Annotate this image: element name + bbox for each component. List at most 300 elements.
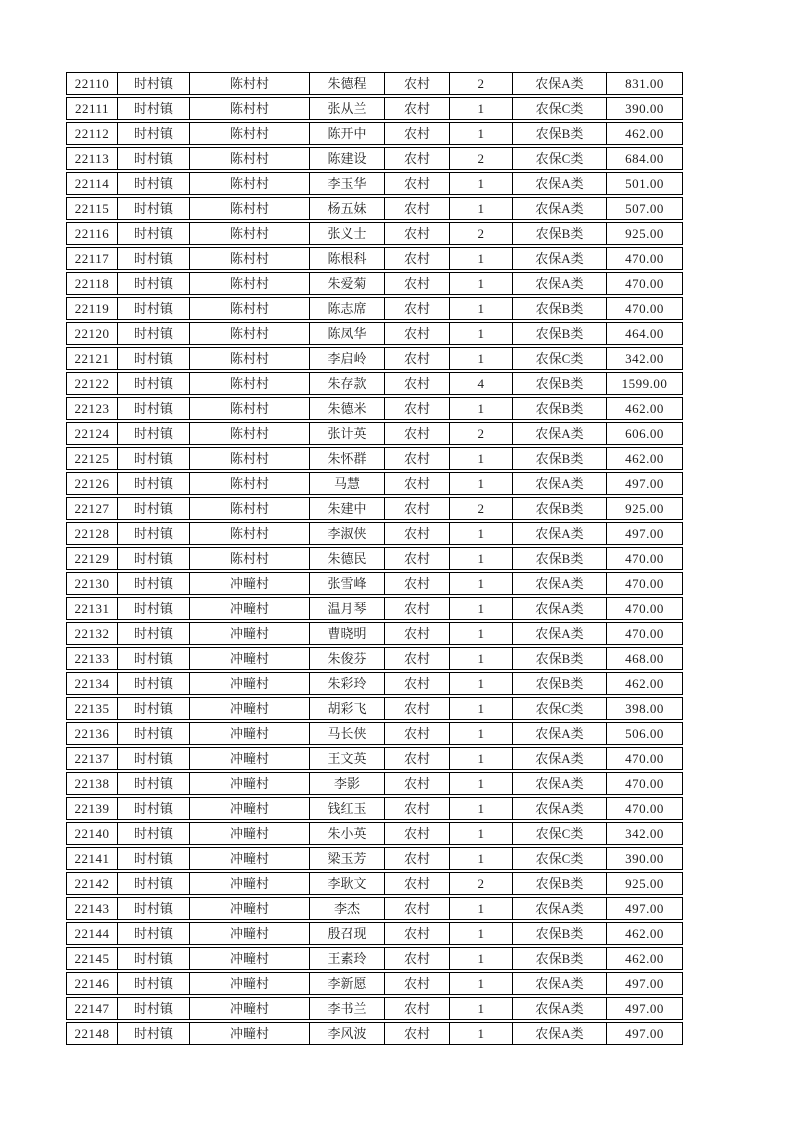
cell-village: 陈村村 [190, 197, 310, 220]
cell-type: 农村 [385, 422, 450, 445]
cell-count: 1 [450, 447, 513, 470]
cell-count: 2 [450, 147, 513, 170]
cell-village: 冲疃村 [190, 897, 310, 920]
cell-village: 陈村村 [190, 147, 310, 170]
cell-town: 时村镇 [118, 697, 190, 720]
cell-amount: 342.00 [607, 822, 683, 845]
cell-type: 农村 [385, 447, 450, 470]
cell-category: 农保C类 [513, 697, 607, 720]
cell-amount: 497.00 [607, 972, 683, 995]
cell-count: 1 [450, 347, 513, 370]
cell-town: 时村镇 [118, 747, 190, 770]
cell-name: 李启岭 [310, 347, 385, 370]
cell-count: 1 [450, 572, 513, 595]
cell-count: 1 [450, 847, 513, 870]
table-row [66, 722, 683, 745]
cell-count: 1 [450, 122, 513, 145]
table-row [66, 272, 683, 295]
cell-name: 温月琴 [310, 597, 385, 620]
cell-town: 时村镇 [118, 972, 190, 995]
cell-town: 时村镇 [118, 1022, 190, 1045]
cell-name: 陈志席 [310, 297, 385, 320]
cell-count: 2 [450, 872, 513, 895]
cell-town: 时村镇 [118, 847, 190, 870]
cell-id: 22137 [66, 747, 118, 770]
cell-amount: 497.00 [607, 1022, 683, 1045]
table-row [66, 322, 683, 345]
cell-amount: 470.00 [607, 247, 683, 270]
table-row [66, 747, 683, 770]
cell-id: 22128 [66, 522, 118, 545]
cell-count: 2 [450, 497, 513, 520]
cell-village: 陈村村 [190, 497, 310, 520]
table-row [66, 997, 683, 1020]
table-row [66, 622, 683, 645]
cell-town: 时村镇 [118, 922, 190, 945]
cell-amount: 497.00 [607, 897, 683, 920]
table-row [66, 97, 683, 120]
cell-name: 张义士 [310, 222, 385, 245]
cell-amount: 398.00 [607, 697, 683, 720]
cell-type: 农村 [385, 397, 450, 420]
cell-count: 2 [450, 222, 513, 245]
cell-category: 农保A类 [513, 772, 607, 795]
cell-town: 时村镇 [118, 447, 190, 470]
cell-amount: 684.00 [607, 147, 683, 170]
cell-town: 时村镇 [118, 122, 190, 145]
table-row [66, 397, 683, 420]
cell-name: 梁玉芳 [310, 847, 385, 870]
table-row [66, 697, 683, 720]
cell-town: 时村镇 [118, 797, 190, 820]
cell-village: 陈村村 [190, 272, 310, 295]
cell-type: 农村 [385, 172, 450, 195]
cell-category: 农保A类 [513, 572, 607, 595]
cell-village: 冲疃村 [190, 1022, 310, 1045]
cell-category: 农保B类 [513, 297, 607, 320]
cell-id: 22120 [66, 322, 118, 345]
cell-village: 冲疃村 [190, 822, 310, 845]
cell-name: 朱建中 [310, 497, 385, 520]
cell-name: 陈根科 [310, 247, 385, 270]
cell-amount: 462.00 [607, 947, 683, 970]
cell-town: 时村镇 [118, 72, 190, 95]
cell-type: 农村 [385, 347, 450, 370]
cell-type: 农村 [385, 722, 450, 745]
cell-name: 王文英 [310, 747, 385, 770]
cell-id: 22119 [66, 297, 118, 320]
cell-id: 22111 [66, 97, 118, 120]
cell-village: 冲疃村 [190, 697, 310, 720]
cell-category: 农保B类 [513, 547, 607, 570]
cell-name: 朱存款 [310, 372, 385, 395]
cell-type: 农村 [385, 672, 450, 695]
cell-id: 22146 [66, 972, 118, 995]
cell-village: 陈村村 [190, 222, 310, 245]
cell-type: 农村 [385, 497, 450, 520]
cell-amount: 831.00 [607, 72, 683, 95]
cell-amount: 468.00 [607, 647, 683, 670]
table-row [66, 797, 683, 820]
cell-town: 时村镇 [118, 147, 190, 170]
cell-amount: 462.00 [607, 122, 683, 145]
cell-count: 1 [450, 947, 513, 970]
cell-name: 陈开中 [310, 122, 385, 145]
cell-name: 朱德民 [310, 547, 385, 570]
cell-amount: 470.00 [607, 272, 683, 295]
cell-category: 农保B类 [513, 222, 607, 245]
cell-town: 时村镇 [118, 497, 190, 520]
cell-town: 时村镇 [118, 297, 190, 320]
cell-amount: 462.00 [607, 447, 683, 470]
cell-id: 22118 [66, 272, 118, 295]
cell-id: 22124 [66, 422, 118, 445]
cell-category: 农保C类 [513, 347, 607, 370]
table-row [66, 72, 683, 95]
cell-category: 农保B类 [513, 947, 607, 970]
cell-id: 22144 [66, 922, 118, 945]
cell-name: 李风波 [310, 1022, 385, 1045]
cell-name: 朱德米 [310, 397, 385, 420]
table-row [66, 147, 683, 170]
cell-id: 22145 [66, 947, 118, 970]
cell-id: 22142 [66, 872, 118, 895]
table-row [66, 497, 683, 520]
cell-village: 陈村村 [190, 422, 310, 445]
cell-amount: 462.00 [607, 922, 683, 945]
cell-amount: 497.00 [607, 522, 683, 545]
cell-type: 农村 [385, 297, 450, 320]
cell-category: 农保A类 [513, 422, 607, 445]
cell-type: 农村 [385, 272, 450, 295]
cell-category: 农保B类 [513, 872, 607, 895]
cell-name: 张雪峰 [310, 572, 385, 595]
cell-id: 22115 [66, 197, 118, 220]
cell-village: 冲疃村 [190, 997, 310, 1020]
table-row [66, 897, 683, 920]
cell-name: 朱俊芬 [310, 647, 385, 670]
cell-id: 22143 [66, 897, 118, 920]
cell-id: 22140 [66, 822, 118, 845]
cell-name: 殷召现 [310, 922, 385, 945]
cell-count: 1 [450, 772, 513, 795]
cell-amount: 390.00 [607, 97, 683, 120]
cell-village: 陈村村 [190, 522, 310, 545]
cell-category: 农保C类 [513, 97, 607, 120]
table-row [66, 847, 683, 870]
table-row [66, 922, 683, 945]
cell-id: 22123 [66, 397, 118, 420]
cell-id: 22139 [66, 797, 118, 820]
cell-id: 22112 [66, 122, 118, 145]
table-row [66, 347, 683, 370]
table-row [66, 297, 683, 320]
cell-count: 1 [450, 172, 513, 195]
cell-count: 1 [450, 1022, 513, 1045]
cell-count: 1 [450, 97, 513, 120]
cell-village: 陈村村 [190, 122, 310, 145]
cell-id: 22134 [66, 672, 118, 695]
cell-id: 22138 [66, 772, 118, 795]
cell-type: 农村 [385, 622, 450, 645]
cell-amount: 1599.00 [607, 372, 683, 395]
cell-amount: 342.00 [607, 347, 683, 370]
table-row [66, 597, 683, 620]
cell-village: 冲疃村 [190, 622, 310, 645]
cell-count: 1 [450, 972, 513, 995]
cell-category: 农保B类 [513, 322, 607, 345]
table-row [66, 547, 683, 570]
table-row [66, 422, 683, 445]
cell-category: 农保A类 [513, 997, 607, 1020]
cell-town: 时村镇 [118, 197, 190, 220]
cell-type: 农村 [385, 872, 450, 895]
cell-name: 李书兰 [310, 997, 385, 1020]
cell-type: 农村 [385, 772, 450, 795]
cell-town: 时村镇 [118, 547, 190, 570]
cell-village: 冲疃村 [190, 672, 310, 695]
cell-type: 农村 [385, 697, 450, 720]
cell-type: 农村 [385, 972, 450, 995]
cell-name: 朱德程 [310, 72, 385, 95]
cell-category: 农保A类 [513, 597, 607, 620]
cell-type: 农村 [385, 572, 450, 595]
cell-amount: 470.00 [607, 772, 683, 795]
cell-category: 农保C类 [513, 847, 607, 870]
cell-name: 李影 [310, 772, 385, 795]
cell-village: 冲疃村 [190, 797, 310, 820]
cell-type: 农村 [385, 247, 450, 270]
cell-id: 22135 [66, 697, 118, 720]
cell-type: 农村 [385, 922, 450, 945]
cell-town: 时村镇 [118, 247, 190, 270]
cell-count: 1 [450, 522, 513, 545]
cell-count: 1 [450, 922, 513, 945]
cell-amount: 501.00 [607, 172, 683, 195]
cell-count: 1 [450, 797, 513, 820]
cell-village: 冲疃村 [190, 647, 310, 670]
cell-id: 22113 [66, 147, 118, 170]
cell-id: 22116 [66, 222, 118, 245]
table-row [66, 972, 683, 995]
cell-village: 冲疃村 [190, 572, 310, 595]
cell-id: 22127 [66, 497, 118, 520]
cell-town: 时村镇 [118, 647, 190, 670]
table-row [66, 222, 683, 245]
cell-type: 农村 [385, 222, 450, 245]
table-row [66, 122, 683, 145]
cell-id: 22126 [66, 472, 118, 495]
cell-type: 农村 [385, 847, 450, 870]
cell-count: 1 [450, 747, 513, 770]
cell-count: 1 [450, 247, 513, 270]
cell-id: 22148 [66, 1022, 118, 1045]
cell-name: 曹晓明 [310, 622, 385, 645]
cell-category: 农保A类 [513, 897, 607, 920]
cell-name: 朱怀群 [310, 447, 385, 470]
cell-id: 22122 [66, 372, 118, 395]
cell-category: 农保A类 [513, 622, 607, 645]
cell-category: 农保B类 [513, 922, 607, 945]
cell-village: 陈村村 [190, 247, 310, 270]
cell-village: 陈村村 [190, 447, 310, 470]
cell-amount: 925.00 [607, 222, 683, 245]
cell-name: 李淑侠 [310, 522, 385, 545]
cell-count: 1 [450, 197, 513, 220]
cell-id: 22131 [66, 597, 118, 620]
table-row [66, 1022, 683, 1045]
cell-name: 陈凤华 [310, 322, 385, 345]
cell-count: 1 [450, 647, 513, 670]
table-row [66, 947, 683, 970]
cell-village: 陈村村 [190, 372, 310, 395]
cell-type: 农村 [385, 122, 450, 145]
cell-village: 陈村村 [190, 172, 310, 195]
cell-id: 22129 [66, 547, 118, 570]
cell-name: 张从兰 [310, 97, 385, 120]
cell-name: 朱小英 [310, 822, 385, 845]
cell-village: 冲疃村 [190, 847, 310, 870]
cell-category: 农保A类 [513, 247, 607, 270]
cell-amount: 606.00 [607, 422, 683, 445]
cell-town: 时村镇 [118, 397, 190, 420]
cell-village: 冲疃村 [190, 597, 310, 620]
cell-category: 农保B类 [513, 647, 607, 670]
cell-type: 农村 [385, 472, 450, 495]
cell-count: 1 [450, 897, 513, 920]
cell-type: 农村 [385, 1022, 450, 1045]
cell-count: 1 [450, 397, 513, 420]
cell-id: 22132 [66, 622, 118, 645]
cell-count: 4 [450, 372, 513, 395]
cell-name: 胡彩飞 [310, 697, 385, 720]
cell-village: 陈村村 [190, 397, 310, 420]
cell-amount: 470.00 [607, 797, 683, 820]
cell-amount: 470.00 [607, 572, 683, 595]
cell-village: 陈村村 [190, 97, 310, 120]
cell-amount: 470.00 [607, 747, 683, 770]
cell-type: 农村 [385, 522, 450, 545]
cell-type: 农村 [385, 147, 450, 170]
cell-id: 22130 [66, 572, 118, 595]
cell-count: 1 [450, 272, 513, 295]
cell-amount: 506.00 [607, 722, 683, 745]
cell-id: 22141 [66, 847, 118, 870]
cell-town: 时村镇 [118, 372, 190, 395]
cell-town: 时村镇 [118, 97, 190, 120]
cell-count: 1 [450, 597, 513, 620]
table-row [66, 447, 683, 470]
cell-category: 农保B类 [513, 372, 607, 395]
cell-village: 陈村村 [190, 547, 310, 570]
cell-category: 农保A类 [513, 197, 607, 220]
cell-amount: 462.00 [607, 672, 683, 695]
cell-id: 22133 [66, 647, 118, 670]
cell-amount: 390.00 [607, 847, 683, 870]
cell-id: 22117 [66, 247, 118, 270]
cell-village: 冲疃村 [190, 872, 310, 895]
cell-name: 朱彩玲 [310, 672, 385, 695]
cell-id: 22125 [66, 447, 118, 470]
table-row [66, 372, 683, 395]
cell-category: 农保C类 [513, 822, 607, 845]
table-row [66, 472, 683, 495]
cell-town: 时村镇 [118, 947, 190, 970]
cell-town: 时村镇 [118, 272, 190, 295]
cell-village: 陈村村 [190, 472, 310, 495]
cell-count: 1 [450, 297, 513, 320]
cell-amount: 462.00 [607, 397, 683, 420]
cell-amount: 470.00 [607, 597, 683, 620]
cell-town: 时村镇 [118, 572, 190, 595]
cell-type: 农村 [385, 822, 450, 845]
cell-category: 农保A类 [513, 972, 607, 995]
cell-category: 农保C类 [513, 147, 607, 170]
cell-amount: 925.00 [607, 497, 683, 520]
cell-village: 冲疃村 [190, 947, 310, 970]
cell-village: 冲疃村 [190, 722, 310, 745]
cell-count: 1 [450, 822, 513, 845]
table-row [66, 672, 683, 695]
cell-name: 李玉华 [310, 172, 385, 195]
cell-town: 时村镇 [118, 822, 190, 845]
cell-town: 时村镇 [118, 997, 190, 1020]
cell-town: 时村镇 [118, 772, 190, 795]
cell-category: 农保A类 [513, 272, 607, 295]
cell-category: 农保B类 [513, 122, 607, 145]
cell-type: 农村 [385, 372, 450, 395]
cell-count: 2 [450, 422, 513, 445]
cell-amount: 507.00 [607, 197, 683, 220]
cell-category: 农保A类 [513, 72, 607, 95]
cell-name: 马长侠 [310, 722, 385, 745]
cell-id: 22136 [66, 722, 118, 745]
cell-amount: 470.00 [607, 622, 683, 645]
cell-count: 1 [450, 722, 513, 745]
cell-count: 1 [450, 322, 513, 345]
table-row [66, 522, 683, 545]
cell-name: 张计英 [310, 422, 385, 445]
cell-count: 1 [450, 997, 513, 1020]
cell-category: 农保A类 [513, 722, 607, 745]
cell-category: 农保A类 [513, 172, 607, 195]
cell-type: 农村 [385, 947, 450, 970]
cell-type: 农村 [385, 597, 450, 620]
cell-type: 农村 [385, 797, 450, 820]
cell-type: 农村 [385, 647, 450, 670]
cell-category: 农保A类 [513, 747, 607, 770]
cell-type: 农村 [385, 72, 450, 95]
cell-id: 22121 [66, 347, 118, 370]
cell-name: 陈建设 [310, 147, 385, 170]
cell-amount: 470.00 [607, 297, 683, 320]
cell-town: 时村镇 [118, 422, 190, 445]
cell-village: 冲疃村 [190, 972, 310, 995]
cell-village: 陈村村 [190, 297, 310, 320]
cell-type: 农村 [385, 997, 450, 1020]
table-row [66, 247, 683, 270]
cell-count: 1 [450, 672, 513, 695]
cell-category: 农保A类 [513, 797, 607, 820]
cell-amount: 925.00 [607, 872, 683, 895]
cell-name: 李耿文 [310, 872, 385, 895]
cell-category: 农保A类 [513, 1022, 607, 1045]
cell-village: 冲疃村 [190, 747, 310, 770]
cell-count: 1 [450, 697, 513, 720]
cell-amount: 497.00 [607, 472, 683, 495]
cell-village: 陈村村 [190, 347, 310, 370]
cell-town: 时村镇 [118, 672, 190, 695]
